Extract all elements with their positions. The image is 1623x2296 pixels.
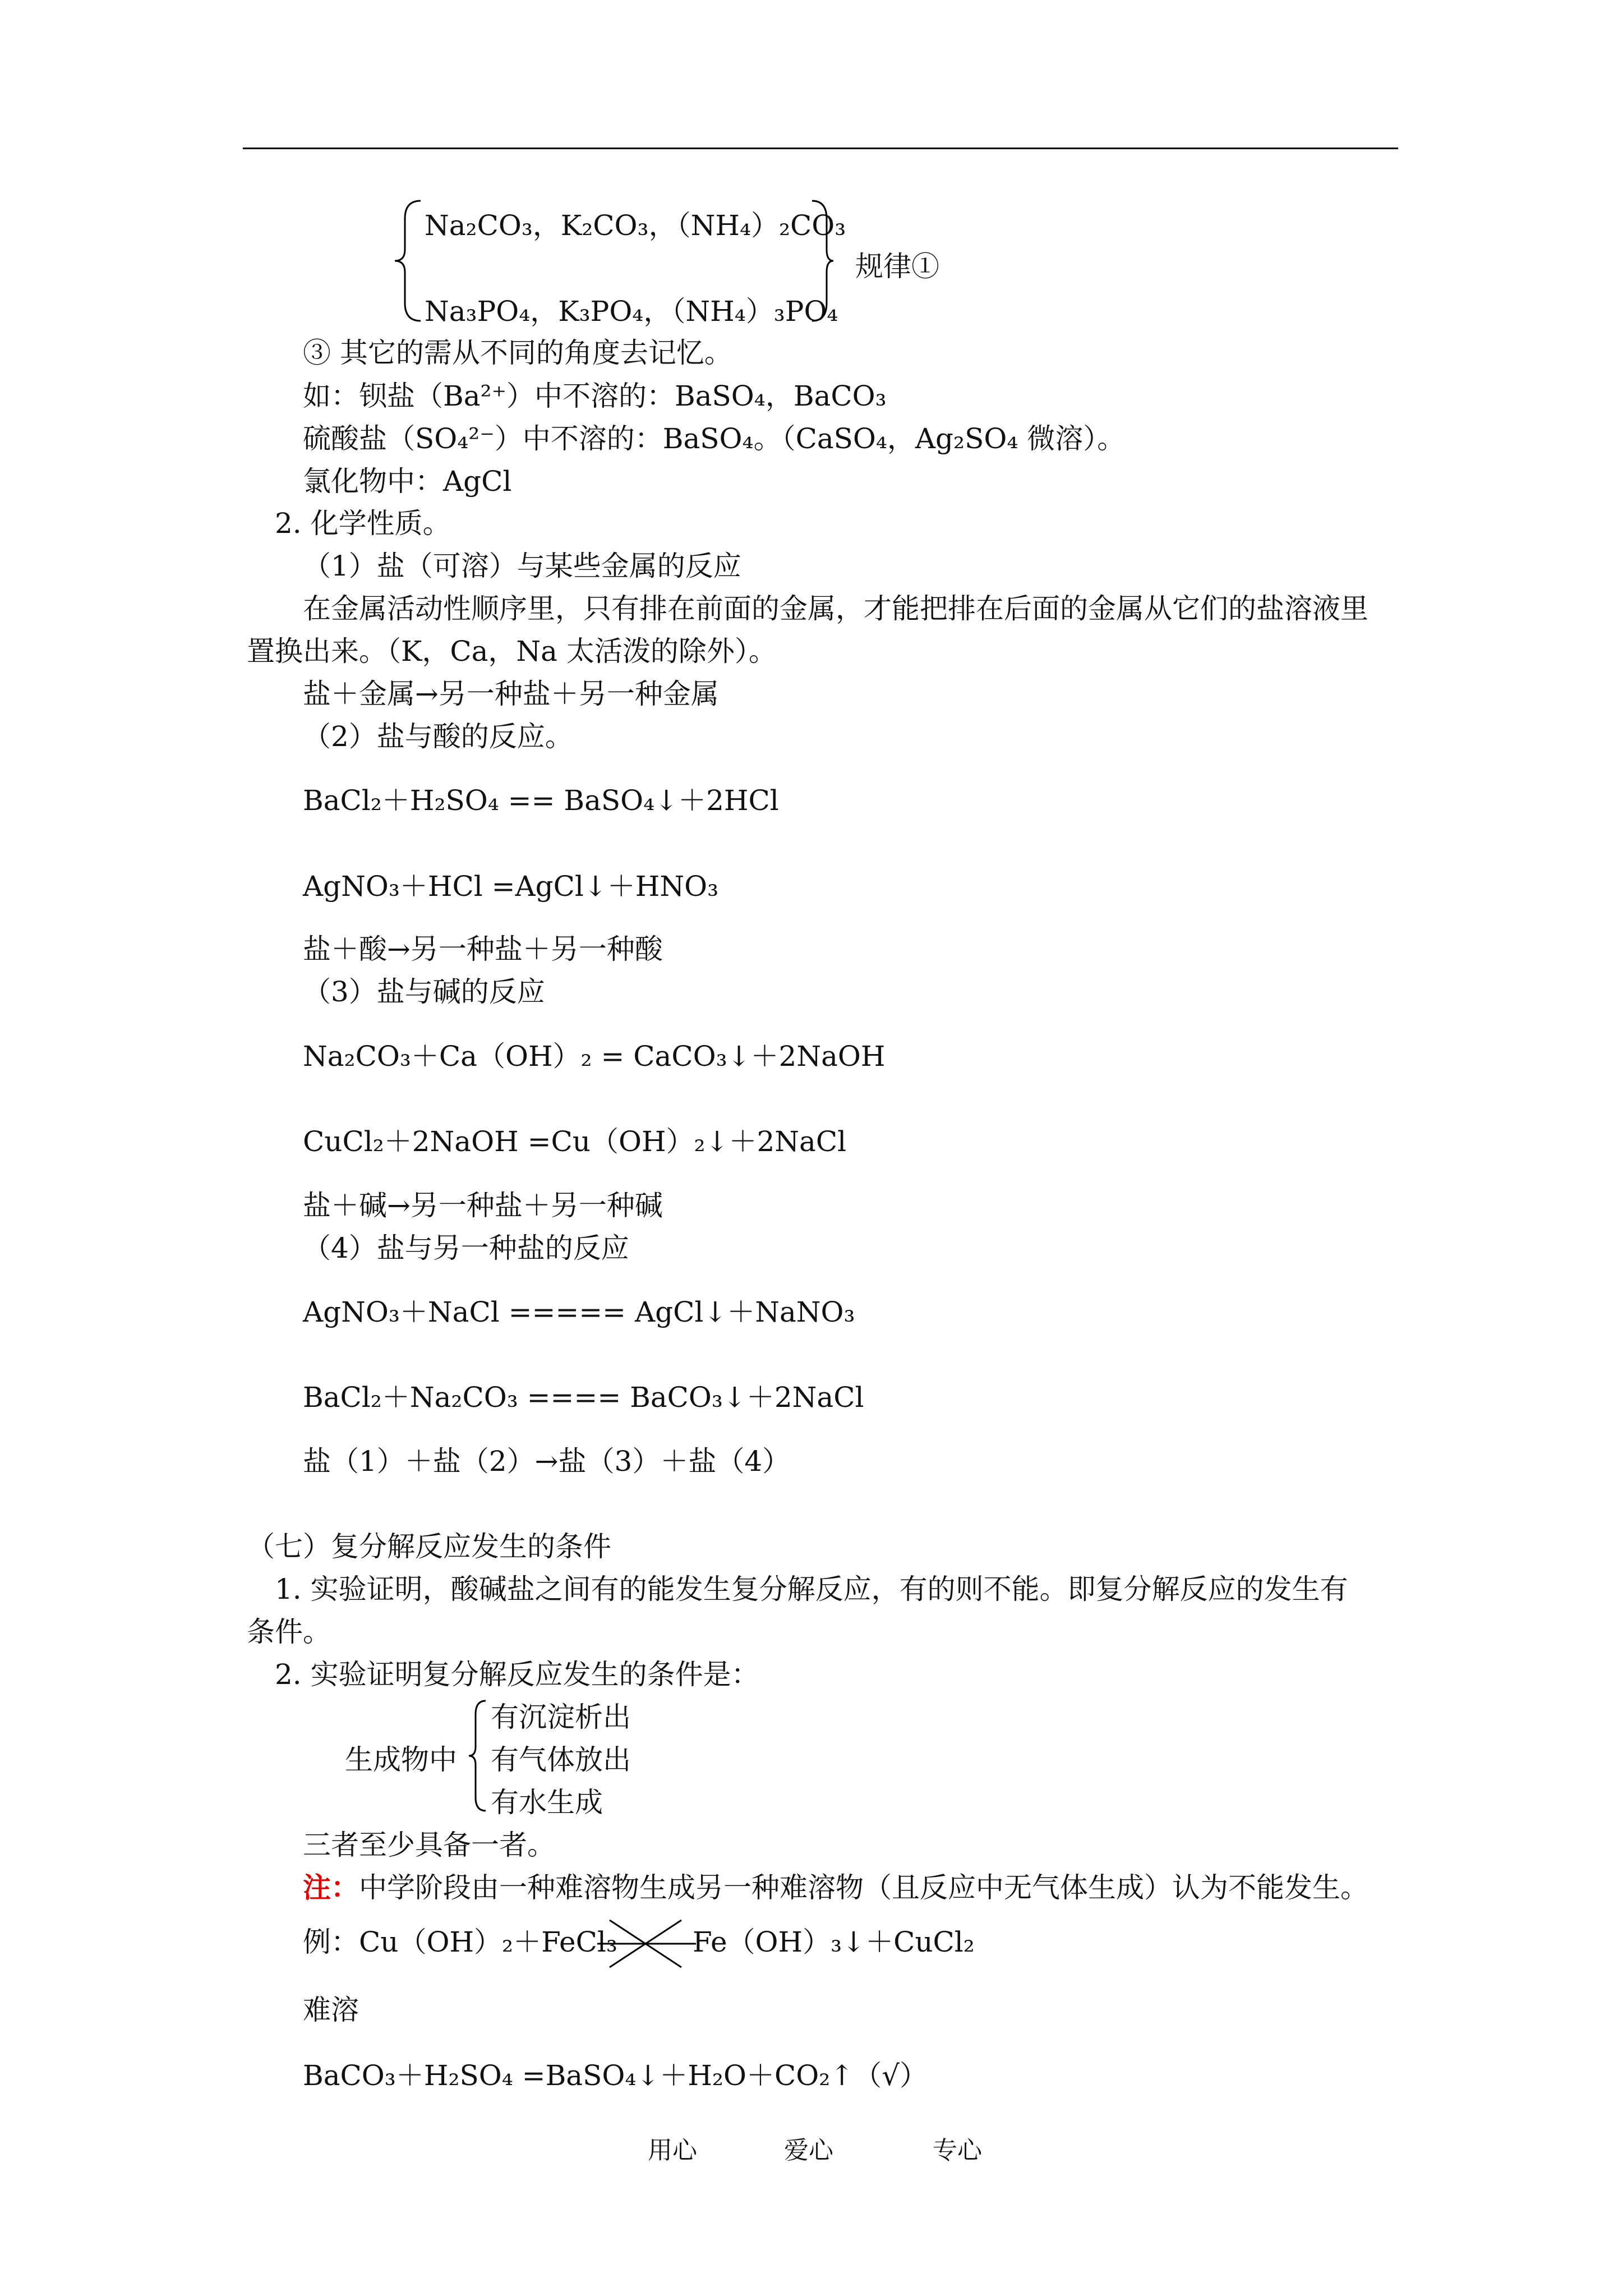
equation: CuCl₂＋2NaOH =Cu（OH）₂↓＋2NaCl [303, 1125, 847, 1158]
subsection-heading: （4）盐与另一种盐的反应 [303, 1232, 629, 1264]
text-line: 2. 实验证明复分解反应发生的条件是： [275, 1658, 759, 1691]
example-right: Fe（OH）₃↓＋CuCl₂ [693, 1926, 975, 1958]
example-left: 例：Cu（OH）₂＋FeCl₃ [303, 1926, 617, 1958]
equation: BaCl₂＋Na₂CO₃ ==== BaCO₃↓＋2NaCl [303, 1381, 864, 1414]
text-line: 如：钡盐（Ba²⁺）中不溶的：BaSO₄，BaCO₃ [303, 380, 887, 412]
text-line: 条件。 [247, 1616, 331, 1648]
section-heading: 2. 化学性质。 [275, 507, 451, 540]
footer-text: 专心 [933, 2136, 982, 2165]
section-heading: （七）复分解反应发生的条件 [247, 1530, 611, 1563]
equation: AgNO₃＋NaCl ===== AgCl↓＋NaNO₃ [303, 1296, 855, 1328]
subsection-heading: （2）盐与酸的反应。 [303, 720, 573, 753]
bracket-row-2: Na₃PO₄，K₃PO₄，（NH₄）₃PO₄ [425, 295, 838, 328]
left-brace [393, 196, 426, 325]
condition-item: 有水生成 [491, 1786, 603, 1819]
condition-item: 有气体放出 [491, 1743, 631, 1776]
rule-line: 盐＋酸→另一种盐＋另一种酸 [303, 933, 663, 965]
text-line: 三者至少具备一者。 [303, 1829, 555, 1861]
note-text: 中学阶段由一种难溶物生成另一种难溶物（且反应中无气体生成）认为不能发生。 [359, 1871, 1368, 1904]
header-rule [243, 148, 1398, 149]
subsection-heading: （3）盐与碱的反应 [303, 976, 545, 1008]
text-line: 难溶 [303, 1994, 359, 2026]
equation: BaCO₃＋H₂SO₄ =BaSO₄↓＋H₂O＋CO₂↑（√） [303, 2059, 928, 2092]
equation: Na₂CO₃＋Ca（OH）₂ = CaCO₃↓＋2NaOH [303, 1040, 886, 1073]
subsection-heading: （1）盐（可溶）与某些金属的反应 [303, 550, 741, 582]
bracket-row-1: Na₂CO₃，K₂CO₃，（NH₄）₂CO₃ [425, 209, 846, 242]
right-brace [808, 196, 836, 325]
text-line: 在金属活动性顺序里，只有排在前面的金属，才能把排在后面的金属从它们的盐溶液里 [303, 592, 1368, 625]
text-line: 1. 实验证明，酸碱盐之间有的能发生复分解反应，有的则不能。即复分解反应的发生有 [275, 1573, 1348, 1605]
text-line: 氯化物中：AgCl [303, 465, 512, 498]
text-line: ③ 其它的需从不同的角度去记忆。 [303, 337, 732, 369]
footer-text: 爱心 [784, 2136, 833, 2165]
crossed-arrow-icon [597, 1916, 698, 1972]
rule-line: 盐＋碱→另一种盐＋另一种碱 [303, 1189, 663, 1222]
bracket-label: 规律① [855, 250, 939, 283]
equation: AgNO₃＋HCl =AgCl↓＋HNO₃ [303, 870, 719, 903]
rule-line: 盐＋金属→另一种盐＋另一种金属 [303, 678, 719, 710]
note-line [303, 1871, 1368, 1904]
equation: BaCl₂＋H₂SO₄ == BaSO₄↓＋2HCl [303, 784, 779, 817]
note-label: 注： [303, 1871, 359, 1904]
condition-item: 有沉淀析出 [491, 1701, 631, 1733]
text-line: 硫酸盐（SO₄²⁻）中不溶的：BaSO₄。（CaSO₄，Ag₂SO₄ 微溶）。 [303, 422, 1126, 455]
conditions-brace [467, 1697, 489, 1815]
conditions-label: 生成物中 [345, 1743, 457, 1776]
rule-line: 盐（1）＋盐（2）→盐（3）＋盐（4） [303, 1445, 791, 1478]
footer-text: 用心 [648, 2136, 697, 2165]
text-line: 置换出来。（K，Ca，Na 太活泼的除外）。 [247, 635, 777, 668]
